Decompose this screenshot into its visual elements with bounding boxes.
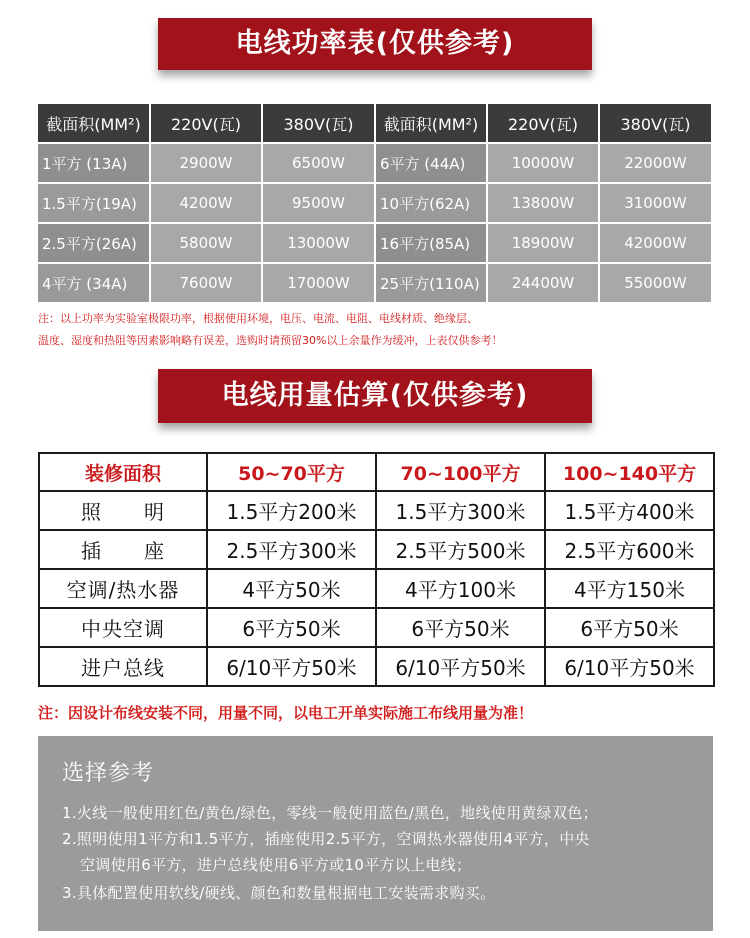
power-value-cell: 6500W	[262, 143, 375, 183]
table-row	[39, 530, 714, 569]
usage-category-cell: 进户总线	[39, 647, 207, 686]
usage-value-cell: 2.5平方500米	[376, 530, 545, 569]
power-header-cell: 220V(瓦)	[150, 104, 262, 143]
usage-value-cell: 6平方50米	[545, 608, 714, 647]
reference-title: 选择参考	[62, 761, 155, 786]
usage-value-cell: 1.5平方300米	[376, 491, 545, 530]
usage-value-cell: 4平方50米	[207, 569, 376, 608]
reference-line-2: 2.照明使用1平方和1.5平方，插座使用2.5平方，空调热水器使用4平方，中央	[62, 830, 590, 848]
cross-section-cell: 1.5平方(19A)	[38, 183, 150, 223]
usage-value-cell: 4平方100米	[376, 569, 545, 608]
power-value-cell: 5800W	[150, 223, 262, 263]
reference-line-1: 1.火线一般使用红色/黄色/绿色，零线一般使用蓝色/黑色，地线使用黄绿双色；	[62, 804, 598, 822]
power-value-cell: 4200W	[150, 183, 262, 223]
table-row	[38, 183, 712, 223]
power-value-cell: 31000W	[599, 183, 712, 223]
usage-header-cell: 70~100平方	[376, 453, 545, 491]
power-value-cell: 55000W	[599, 263, 712, 303]
reference-line-3: 空调使用6平方，进户总线使用6平方或10平方以上电线；	[80, 856, 472, 874]
cross-section-cell: 2.5平方(26A)	[38, 223, 150, 263]
cross-section-cell: 1平方 (13A)	[38, 143, 150, 183]
power-header-cell: 截面积(MM²)	[38, 104, 150, 143]
usage-category-cell: 中央空调	[39, 608, 207, 647]
usage-value-cell: 6/10平方50米	[545, 647, 714, 686]
power-value-cell: 17000W	[262, 263, 375, 303]
power-value-cell: 7600W	[150, 263, 262, 303]
usage-header-cell: 100~140平方	[545, 453, 714, 491]
usage-value-cell: 6平方50米	[376, 608, 545, 647]
power-value-cell: 9500W	[262, 183, 375, 223]
usage-value-cell: 6平方50米	[207, 608, 376, 647]
power-value-cell: 13000W	[262, 223, 375, 263]
usage-table-header-row	[39, 453, 714, 491]
table-row	[38, 263, 712, 303]
table-row	[39, 608, 714, 647]
table-row	[38, 143, 712, 183]
power-note-line1: 注：以上功率为实验室极限功率，根据使用环境，电压、电流、电阻、电线材质、绝缘层、	[38, 312, 478, 325]
usage-value-cell: 2.5平方600米	[545, 530, 714, 569]
usage-header-cell: 50~70平方	[207, 453, 376, 491]
power-value-cell: 42000W	[599, 223, 712, 263]
table-row	[39, 647, 714, 686]
power-value-cell: 22000W	[599, 143, 712, 183]
power-value-cell: 24400W	[487, 263, 599, 303]
usage-note: 注：因设计布线安装不同，用量不同，以电工开单实际施工布线用量为准！	[38, 704, 534, 722]
table-row	[39, 569, 714, 608]
table-row	[38, 223, 712, 263]
usage-category-cell: 照 明	[39, 491, 207, 530]
power-value-cell: 13800W	[487, 183, 599, 223]
reference-panel	[38, 736, 713, 931]
usage-table	[38, 452, 715, 687]
usage-table-title-banner: 电线用量估算(仅供参考)	[158, 369, 592, 423]
reference-line-4: 3.具体配置使用软线/硬线、颜色和数量根据电工安装需求购买。	[62, 884, 496, 902]
power-header-cell: 380V(瓦)	[599, 104, 712, 143]
power-table-header-row	[38, 104, 712, 143]
usage-value-cell: 2.5平方300米	[207, 530, 376, 569]
power-header-cell: 220V(瓦)	[487, 104, 599, 143]
usage-value-cell: 6/10平方50米	[207, 647, 376, 686]
table-row	[39, 491, 714, 530]
cross-section-cell: 6平方 (44A)	[375, 143, 487, 183]
cross-section-cell: 16平方(85A)	[375, 223, 487, 263]
power-header-cell: 截面积(MM²)	[375, 104, 487, 143]
usage-category-cell: 插 座	[39, 530, 207, 569]
power-header-cell: 380V(瓦)	[262, 104, 375, 143]
cross-section-cell: 4平方 (34A)	[38, 263, 150, 303]
usage-header-cell: 装修面积	[39, 453, 207, 491]
cross-section-cell: 10平方(62A)	[375, 183, 487, 223]
usage-value-cell: 4平方150米	[545, 569, 714, 608]
power-table	[38, 104, 713, 304]
power-value-cell: 10000W	[487, 143, 599, 183]
cross-section-cell: 25平方(110A)	[375, 263, 487, 303]
power-note-line2: 温度、湿度和热阻等因素影响略有误差，选购时请预留30%以上余量作为缓冲，上表仅供参考！	[38, 334, 503, 347]
usage-value-cell: 1.5平方200米	[207, 491, 376, 530]
usage-category-cell: 空调/热水器	[39, 569, 207, 608]
usage-value-cell: 6/10平方50米	[376, 647, 545, 686]
power-value-cell: 18900W	[487, 223, 599, 263]
power-table-title-banner: 电线功率表(仅供参考)	[158, 18, 592, 70]
usage-value-cell: 1.5平方400米	[545, 491, 714, 530]
power-value-cell: 2900W	[150, 143, 262, 183]
